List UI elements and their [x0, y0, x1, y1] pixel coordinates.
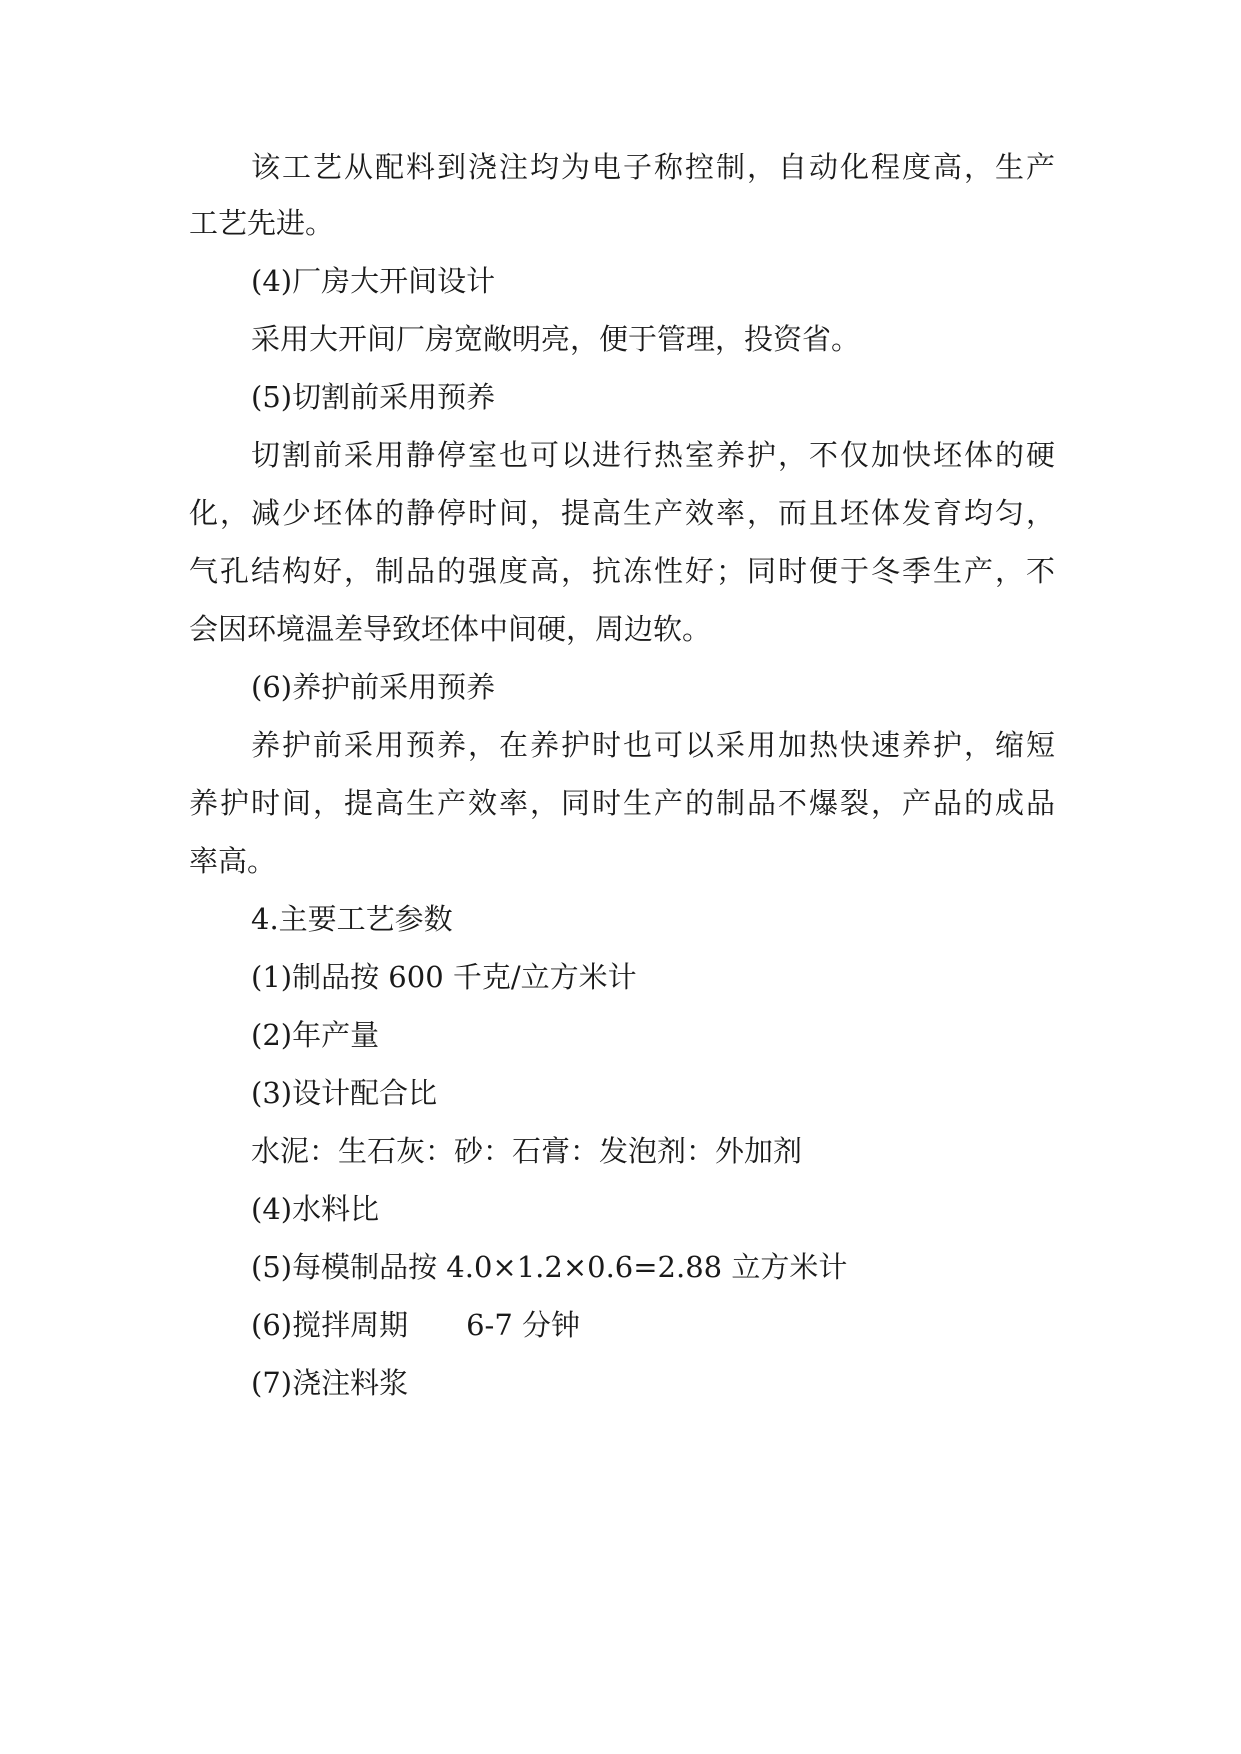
- parameter-line: (3)设计配合比: [251, 1076, 438, 1110]
- parameter-line: (7)浇注料浆: [251, 1366, 409, 1400]
- parameter-line-mixing-cycle: [251, 1305, 580, 1345]
- paragraph-line: 工艺先进。: [189, 206, 335, 240]
- paragraph-line: 化，减少坯体的静停时间，提高生产效率，而且坯体发育均匀，: [189, 496, 1055, 530]
- section-heading: (6)养护前采用预养: [251, 670, 496, 704]
- section-heading: (5)切割前采用预养: [251, 380, 496, 414]
- paragraph-line: 采用大开间厂房宽敞明亮，便于管理，投资省。: [251, 322, 861, 356]
- section-heading: (4)厂房大开间设计: [251, 264, 496, 298]
- paragraph-line: 养护时间，提高生产效率，同时生产的制品不爆裂，产品的成品: [189, 786, 1055, 820]
- paragraph-line: 该工艺从配料到浇注均为电子称控制，自动化程度高，生产: [251, 150, 1055, 184]
- paragraph-line: 会因环境温差导致坯体中间硬，周边软。: [189, 612, 712, 646]
- parameter-line: (5)每模制品按 4.0×1.2×0.6=2.88 立方米计: [251, 1250, 848, 1284]
- paragraph-line: 养护前采用预养，在养护时也可以采用加热快速养护，缩短: [251, 728, 1055, 762]
- parameter-line: (4)水料比: [251, 1192, 380, 1226]
- mixing-cycle-value: 6-7 分钟: [466, 1308, 581, 1342]
- paragraph-line: 切割前采用静停室也可以进行热室养护，不仅加快坯体的硬: [251, 438, 1055, 472]
- paragraph-line: 率高。: [189, 844, 277, 878]
- mixing-cycle-label: (6)搅拌周期: [251, 1308, 409, 1342]
- parameter-line: (2)年产量: [251, 1018, 380, 1052]
- paragraph-line: 气孔结构好，制品的强度高，抗冻性好；同时便于冬季生产，不: [189, 554, 1055, 588]
- mix-ratio-line: 水泥：生石灰：砂：石膏：发泡剂：外加剂: [251, 1134, 803, 1168]
- section-heading: 4.主要工艺参数: [251, 902, 453, 936]
- parameter-line: (1)制品按 600 千克/立方米计: [251, 960, 637, 994]
